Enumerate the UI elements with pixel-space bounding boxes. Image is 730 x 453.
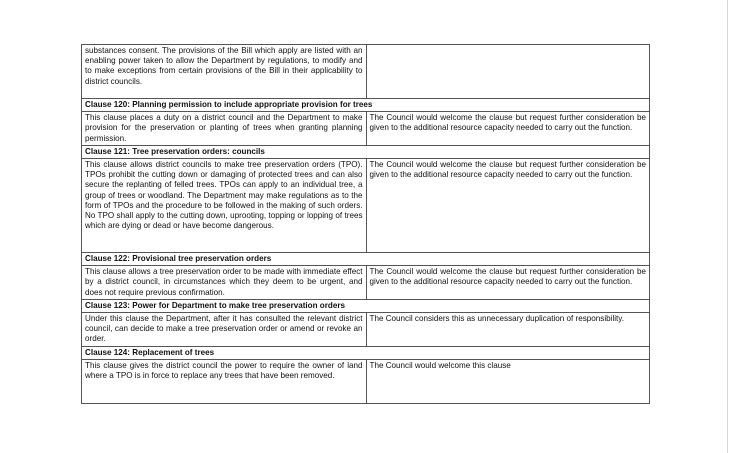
table-row-intro xyxy=(82,45,650,99)
clause-124-heading-row xyxy=(82,346,650,359)
clause-121-description: This clause allows district councils to make tree preservation orders (TPO). TPOs prohibit the cutting down or damaging of protected trees and can also secure the replanting of felled trees. TPOs can apply to an individual tree, a group of trees or woodland. The Department may make regulations as to the form of TPOs and the procedure to be followed in the making of such orders. No TPO shall apply to the cutting down, uprooting, topping or lopping of trees which are dying or dead or have become dangerous. xyxy=(82,159,367,253)
clause-120-response: The Council would welcome the clause but request further consideration be given to the additional resource capacity needed to carry out the function. xyxy=(366,112,650,146)
clause-120-heading-row xyxy=(82,99,650,112)
clause-121-heading: Clause 121: Tree preservation orders: councils xyxy=(82,145,650,158)
clause-122-heading: Clause 122: Provisional tree preservation orders xyxy=(82,253,650,266)
clause-122-description: This clause allows a tree preservation order to be made with immediate effect by a district council, in circumstances which they deem to be urgent, and does not require previous confirmation. xyxy=(82,266,367,300)
clause-124-body-row xyxy=(82,359,650,403)
intro-description-cell: substances consent. The provisions of the Bill which apply are listed with an enabling power taken to allow the Department by regulations, to modify and to make exceptions from certain provisions of the Bill in their applicability to district councils. xyxy=(82,45,367,99)
clause-121-heading-row xyxy=(82,145,650,158)
clause-123-heading-row xyxy=(82,299,650,312)
clause-124-heading: Clause 124: Replacement of trees xyxy=(82,346,650,359)
clause-120-body-row xyxy=(82,112,650,146)
clause-response-table xyxy=(81,44,650,404)
page-edge-divider xyxy=(727,0,728,453)
intro-response-cell xyxy=(366,45,650,99)
clause-120-description: This clause places a duty on a district council and the Department to make provision for the preservation or planting of trees when granting planning permission. xyxy=(82,112,367,146)
clause-123-description: Under this clause the Department, after it has consulted the relevant district council, can decide to make a tree preservation order or amend or revoke an order. xyxy=(82,313,367,347)
clause-123-body-row xyxy=(82,313,650,347)
clause-122-response: The Council would welcome the clause but request further consideration be given to the additional resource capacity needed to carry out the function. xyxy=(366,266,650,300)
clause-122-body-row xyxy=(82,266,650,300)
clause-124-response: The Council would welcome this clause xyxy=(366,359,650,403)
clause-123-response: The Council considers this as unnecessary duplication of responsibility. xyxy=(366,313,650,347)
clause-121-response: The Council would welcome the clause but request further consideration be given to the additional resource capacity needed to carry out the function. xyxy=(366,159,650,253)
clause-122-heading-row xyxy=(82,253,650,266)
clause-120-heading: Clause 120: Planning permission to include appropriate provision for trees xyxy=(82,99,650,112)
clause-121-body-row xyxy=(82,159,650,253)
clause-124-description: This clause gives the district council the power to require the owner of land where a TPO is in force to replace any trees that have been removed. xyxy=(82,359,367,403)
clause-123-heading: Clause 123: Power for Department to make tree preservation orders xyxy=(82,299,650,312)
